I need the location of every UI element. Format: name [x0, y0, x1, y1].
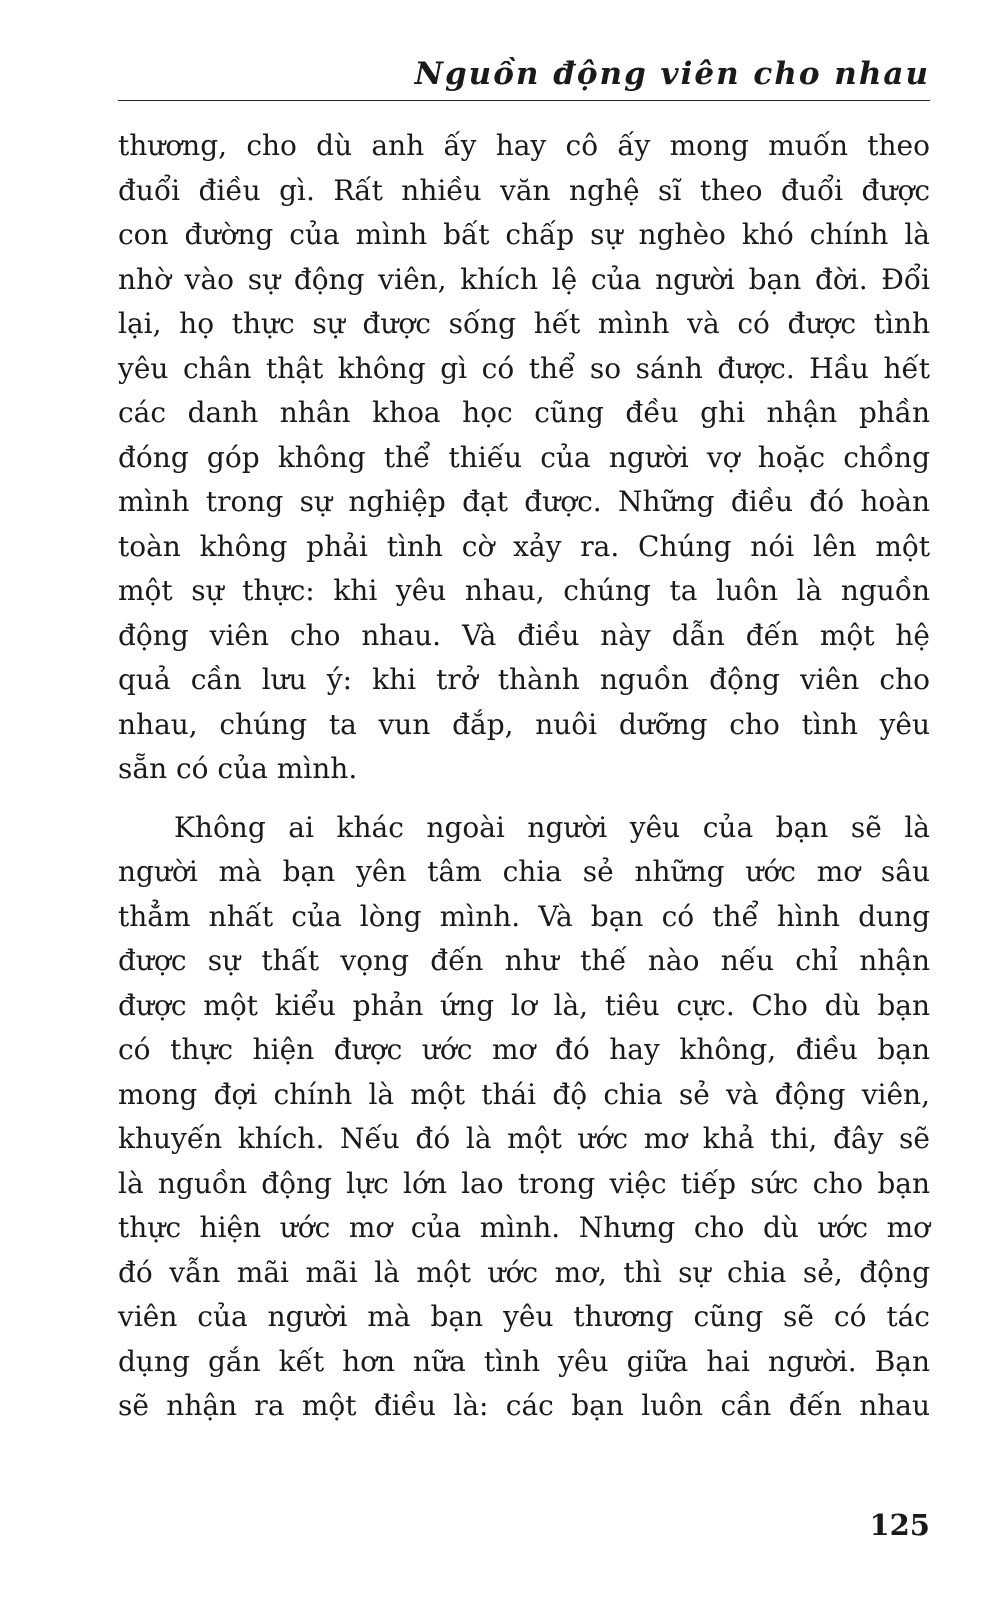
text-line: sẽ nhận ra một điều là: các bạn luôn cần đến nhau: [118, 1389, 930, 1422]
text-line: nhờ vào sự động viên, khích lệ của người bạn đời. Đổi: [118, 262, 930, 296]
text-line: người mà bạn yên tâm chia sẻ những ước mơ sâu: [118, 855, 930, 888]
text-line: thương, cho dù anh ấy hay cô ấy mong muốn theo: [118, 129, 930, 162]
text-line: yêu chân thật không gì có thể so sánh được. Hầu hết: [118, 351, 930, 385]
text-line: được một kiểu phản ứng lơ là, tiêu cực. Cho dù bạn: [118, 988, 930, 1022]
text-line: có thực hiện được ước mơ đó hay không, điều bạn: [118, 1033, 930, 1066]
paragraph-2: [118, 806, 930, 1429]
chapter-title: Nguồn động viên cho nhau: [414, 56, 930, 92]
text-line: quả cần lưu ý: khi trở thành nguồn động viên cho: [118, 663, 930, 696]
text-line: động viên cho nhau. Và điều này dẫn đến một hệ: [118, 618, 930, 652]
text-line: lại, họ thực sự được sống hết mình và có được tình: [118, 307, 930, 340]
text-line: Không ai khác ngoài người yêu của bạn sẽ là: [174, 810, 930, 844]
text-line: nhau, chúng ta vun đắp, nuôi dưỡng cho tình yêu: [118, 707, 930, 741]
text-line: thẳm nhất của lòng mình. Và bạn có thể hình dung: [118, 899, 930, 933]
running-header: [118, 48, 930, 101]
text-line: một sự thực: khi yêu nhau, chúng ta luôn là nguồn: [118, 574, 930, 607]
text-line: đó vẫn mãi mãi là một ước mơ, thì sự chia sẻ, động: [118, 1255, 930, 1289]
text-line: viên của người mà bạn yêu thương cũng sẽ có tác: [118, 1300, 930, 1333]
text-line: mong đợi chính là một thái độ chia sẻ và động viên,: [118, 1077, 930, 1111]
text-line: khuyến khích. Nếu đó là một ước mơ khả thi, đây sẽ: [118, 1122, 930, 1155]
text-line: mình trong sự nghiệp đạt được. Những điều đó hoàn: [118, 485, 930, 518]
text-line: đuổi điều gì. Rất nhiều văn nghệ sĩ theo đuổi được: [118, 173, 930, 207]
text-line: con đường của mình bất chấp sự nghèo khó chính là: [118, 218, 930, 251]
text-line: là nguồn động lực lớn lao trong việc tiếp sức cho bạn: [118, 1166, 930, 1200]
text-line: toàn không phải tình cờ xảy ra. Chúng nói lên một: [118, 529, 930, 563]
paragraph-1: [118, 124, 930, 792]
text-line: các danh nhân khoa học cũng đều ghi nhận phần: [118, 396, 930, 429]
text-line: đóng góp không thể thiếu của người vợ hoặc chồng: [118, 440, 930, 474]
text-line: được sự thất vọng đến như thế nào nếu chỉ nhận: [118, 944, 930, 977]
body-text: [118, 124, 930, 1429]
text-line: sẵn có của mình.: [118, 752, 358, 785]
page-number: 125: [869, 1508, 930, 1542]
text-line: dụng gắn kết hơn nữa tình yêu giữa hai người. Bạn: [118, 1344, 930, 1378]
text-line: thực hiện ước mơ của mình. Nhưng cho dù ước mơ: [118, 1211, 930, 1244]
